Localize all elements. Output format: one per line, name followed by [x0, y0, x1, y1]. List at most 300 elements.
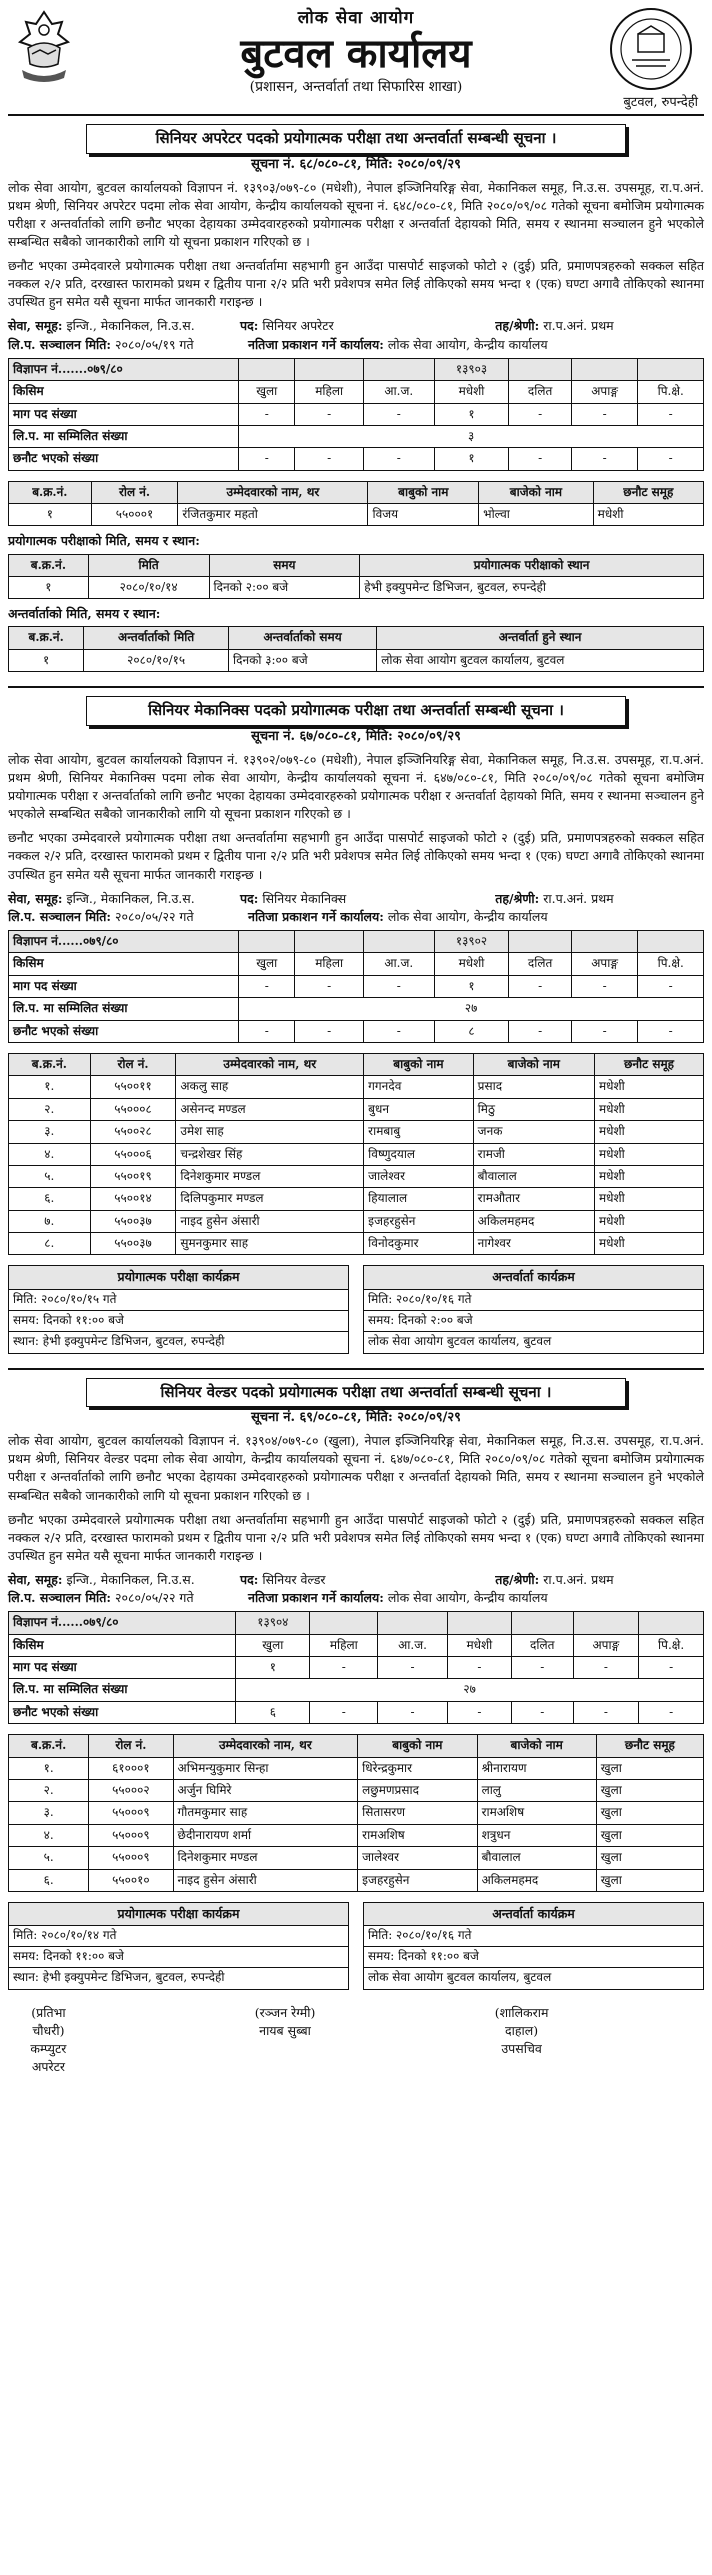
notice-paragraph: लोक सेवा आयोग, बुटवल कार्यालयको विज्ञापन नं. १३९०३/०७९-८० (मधेशी), नेपाल इञ्जिनियरिङ्ग सेवा, मेकानिकल समूह, नि.उ.स. उपसमूह, रा.प.अनं. प्रथम श्रेणी, सिनियर अपरेटर पदमा लोक सेवा आयोग, केन्द्रीय कार्यालयको सूचना नं. ६४८/०८०-८१, मिति २०८०/०९/०८ गतेको सूचना बमोजिम प्रयोगात्मक परीक्षा र अन्तर्वार्ताको लागि छनौट भएका देहायका उम्मेदवारहरुको प्रयोगात्मक परीक्षा र अन्तर्वार्ता देहायको मिति, समय र स्थानमा सञ्चालन हुने भएकोले सम्बन्धित सबैको जानकारीको लागि यो सूचना प्रकाशन गरिएको छ ।: [8, 179, 704, 249]
schedule-panels: [8, 1902, 704, 1990]
notice-senior-mechanics: [8, 696, 704, 1353]
cell: १: [9, 649, 84, 671]
vacancy-cols-row: [9, 1634, 704, 1656]
service-value: इन्जि., मेकानिकल, नि.उ.स.: [62, 318, 195, 334]
cell: उमेश साह: [176, 1121, 364, 1143]
vacancy-cell: [638, 358, 704, 380]
vacancy-cell: -: [239, 975, 295, 997]
vacancy-cell: -: [239, 448, 295, 470]
cell: प्रसाद: [473, 1076, 594, 1098]
cell: अकिलमहमद: [473, 1210, 594, 1232]
nepal-emblem-icon: [14, 8, 74, 86]
cell: विष्णुदयाल: [364, 1143, 474, 1165]
candidate-table: [8, 1053, 704, 1256]
cell: ५५००१४: [90, 1188, 176, 1210]
vacancy-cell: -: [509, 1020, 571, 1042]
column-header: छनौट समूह: [596, 1735, 703, 1757]
vacancy-table: [8, 358, 704, 471]
vacancy-cell: -: [509, 403, 571, 425]
cell: ५५०००८: [90, 1098, 176, 1120]
schedule-panels: [8, 1265, 704, 1353]
vacancy-cell: १: [434, 975, 509, 997]
post-label: पद:: [240, 1572, 259, 1588]
level-label: तह/श्रेणी:: [495, 890, 540, 906]
vacancy-cell: -: [571, 1020, 638, 1042]
candidate-table: [8, 481, 704, 527]
cell: ८.: [9, 1233, 91, 1255]
interview-label: अन्तर्वार्ताको मिति, समय र स्थान:: [8, 606, 161, 622]
vacancy-cols-row: [9, 381, 704, 403]
vacancy-cell: -: [364, 403, 434, 425]
panel-heading: प्रयोगात्मक परीक्षा कार्यक्रम: [9, 1266, 348, 1289]
vacancy-cell: १: [236, 1657, 310, 1679]
table-row: [9, 1165, 704, 1187]
instructions-paragraph: छनौट भएका उम्मेदवारले प्रयोगात्मक परीक्षा तथा अन्तर्वार्तामा सहभागी हुन आउँदा पासपोर्ट साइजको फोटो २ (दुई) प्रति, प्रमाणपत्रहरुको सक्कल सहित नक्कल २/२ प्रति, दरखास्त फारामको प्रथम र द्वितीय पाना २/२ प्रति भरी प्रवेशपत्र समेत लिई तोकिएको समय भन्दा १ (एक) घण्टा अगावै तोकिएको स्थानमा उपस्थित हुन समेत यसै सूचना मार्फत जानकारी गराइन्छ ।: [8, 258, 704, 310]
cell: ५५००३७: [90, 1233, 176, 1255]
cell: ५५०००१: [91, 504, 178, 526]
vacancy-cell: -: [571, 403, 638, 425]
vacancy-cell: २७: [239, 998, 704, 1020]
vacancy-cell: -: [638, 975, 704, 997]
vacancy-cell: माग पद संख्या: [9, 1657, 236, 1679]
vacancy-cell: १: [434, 403, 509, 425]
schedule-time: समय: दिनको ११:०० बजे: [9, 1947, 348, 1968]
vacancy-cell: -: [639, 1701, 704, 1723]
signatures: [8, 2004, 704, 2077]
vacancy-col: आ.ज.: [378, 1634, 448, 1656]
vacancy-cell: ६: [236, 1701, 310, 1723]
signature-block: [18, 2004, 221, 2077]
cell: ५५०००९: [89, 1847, 173, 1869]
cell: २०८०/१०/१४: [88, 576, 209, 598]
cell: मधेशी: [594, 1076, 703, 1098]
cell: ४.: [9, 1143, 91, 1165]
cell: लछुमणप्रसाद: [358, 1780, 477, 1802]
vacancy-cell: -: [509, 975, 571, 997]
notice-number: सूचना नं. ६७/०८०-८१, मिति: २०८०/०९/२९: [251, 729, 461, 745]
signatory-name: (शालिकराम दाहाल): [494, 2005, 549, 2039]
office-name: बुटवल कार्यालय: [240, 29, 472, 77]
table-row: [9, 1802, 704, 1824]
vacancy-cell: लि.प. मा सम्मिलित संख्या: [9, 998, 239, 1020]
signature-block: [491, 2004, 694, 2077]
table-row: [9, 1098, 704, 1120]
cell: दिनको २:०० बजे: [209, 576, 360, 598]
cell: बौवालाल: [477, 1847, 596, 1869]
interview-schedule-panel: [363, 1902, 704, 1990]
post-value: सिनियर अपरेटर: [258, 318, 334, 334]
vacancy-col: किसिम: [9, 381, 239, 403]
header-divider: [8, 114, 704, 116]
post-value: सिनियर मेकानिक्स: [258, 890, 347, 906]
written-count-row: [9, 998, 704, 1020]
service-label: सेवा, समूह:: [8, 1572, 63, 1588]
schedule-place: लोक सेवा आयोग बुटवल कार्यालय, बुटवल: [367, 1970, 552, 1985]
vacancy-col: पि.क्षे.: [638, 953, 704, 975]
column-header: उम्मेदवारको नाम, थर: [173, 1735, 358, 1757]
cell: विनोदकुमार: [364, 1233, 474, 1255]
vacancy-cell: ३: [239, 425, 704, 447]
practical-schedule-panel: [8, 1902, 349, 1990]
practical-schedule-panel: [8, 1265, 349, 1353]
candidate-table: [8, 1734, 704, 1892]
cell: ६.: [9, 1869, 89, 1891]
panel-heading: अन्तर्वार्ता कार्यक्रम: [364, 1266, 703, 1289]
vacancy-col: खुला: [239, 953, 295, 975]
vacancy-cell: [378, 1612, 448, 1634]
vacancy-col: पि.क्षे.: [638, 381, 704, 403]
cell: खुला: [596, 1824, 703, 1846]
vacancy-cell: छनौट भएको संख्या: [9, 1701, 236, 1723]
notice-title: सिनियर मेकानिक्स पदको प्रयोगात्मक परीक्षा तथा अन्तर्वार्ता सम्बन्धी सूचना ।: [86, 696, 626, 726]
cell: हेभी इक्युपमेन्ट डिभिजन, बुटवल, रुपन्देही: [360, 576, 704, 598]
vacancy-cell: [571, 930, 638, 952]
cell: १: [9, 504, 92, 526]
vacancy-col: किसिम: [9, 1634, 236, 1656]
level-label: तह/श्रेणी:: [495, 1572, 540, 1588]
vacancy-col: अपाङ्ग: [571, 381, 638, 403]
vacancy-cell: -: [511, 1701, 573, 1723]
ad-number: विज्ञापन नं......०७९/८०: [9, 1612, 236, 1634]
schedule-time: समय: दिनको ११:०० बजे: [9, 1311, 348, 1332]
vacancy-cell: [310, 1612, 378, 1634]
cell: मिठु: [473, 1098, 594, 1120]
column-header: मिति: [88, 554, 209, 576]
cell: मधेशी: [594, 1210, 703, 1232]
cell: सितासरण: [358, 1802, 477, 1824]
vacancy-cell: -: [310, 1657, 378, 1679]
vacancy-cell: [511, 1612, 573, 1634]
result-office-label: नतिजा प्रकाशन गर्ने कार्यालय:: [248, 908, 384, 924]
cell: गौतमकुमार साह: [173, 1802, 358, 1824]
notice-paragraph: लोक सेवा आयोग, बुटवल कार्यालयको विज्ञापन नं. १३९०४/०७९-८० (खुला), नेपाल इञ्जिनियरिङ्ग सेवा, मेकानिकल समूह, नि.उ.स. उपसमूह, रा.प.अनं. प्रथम श्रेणी, सिनियर वेल्डर पदमा लोक सेवा आयोग, केन्द्रीय कार्यालयको सूचना नं. ६४७/०८०-८१, मिति २०८०/०९/०८ गतेको सूचना बमोजिम प्रयोगात्मक परीक्षा र अन्तर्वार्ताको लागि छनौट भएका देहायका उम्मेदवारहरुको प्रयोगात्मक परीक्षा र अन्तर्वार्ता देहायको मिति, समय र स्थानमा सञ्चालन हुने भएकोले सम्बन्धित सबैको जानकारीको लागि यो सूचना प्रकाशन गरिएको छ ।: [8, 1433, 704, 1503]
psc-seal-icon: [608, 6, 694, 92]
written-date-value: २०८०/०५/२२ गते: [111, 1590, 194, 1606]
cell: रामअशिष: [477, 1802, 596, 1824]
cell: १.: [9, 1757, 89, 1779]
cell: मधेशी: [594, 1188, 703, 1210]
column-header: रोल नं.: [91, 481, 178, 503]
cell: जालेश्वर: [358, 1847, 477, 1869]
service-value: इन्जि., मेकानिकल, नि.उ.स.: [62, 890, 195, 906]
vacancy-cell: [447, 1612, 511, 1634]
vacancy-cols-row: [9, 953, 704, 975]
letterhead: [8, 0, 704, 112]
cell: रंजितकुमार महतो: [178, 504, 368, 526]
instructions-paragraph: छनौट भएका उम्मेदवारले प्रयोगात्मक परीक्षा तथा अन्तर्वार्तामा सहभागी हुन आउँदा पासपोर्ट साइजको फोटो २ (दुई) प्रति, प्रमाणपत्रहरुको सक्कल सहित नक्कल २/२ प्रति, दरखास्त फारामको प्रथम र द्वितीय पाना २/२ प्रति भरी प्रवेशपत्र समेत लिई तोकिएको समय भन्दा १ (एक) घण्टा अगावै तोकिएको स्थानमा उपस्थित हुन समेत यसै सूचना मार्फत जानकारी गराइन्छ ।: [8, 830, 704, 882]
table-row: [9, 1076, 704, 1098]
cell: जनक: [473, 1121, 594, 1143]
column-header: ब.क्र.नं.: [9, 554, 89, 576]
vacancy-cell: -: [638, 1020, 704, 1042]
column-header: बाबुको नाम: [364, 1053, 474, 1075]
result-office-value: लोक सेवा आयोग, केन्द्रीय कार्यालय: [383, 1590, 548, 1606]
cell: मधेशी: [594, 1143, 703, 1165]
column-header: बाजेको नाम: [473, 1053, 594, 1075]
table-row: [9, 649, 704, 671]
vacancy-cell: -: [295, 448, 364, 470]
vacancy-cell: -: [447, 1701, 511, 1723]
cell: दिनेशकुमार मण्डल: [176, 1165, 364, 1187]
vacancy-cell: [573, 1612, 639, 1634]
cell: २.: [9, 1098, 91, 1120]
vacancy-col: अपाङ्ग: [573, 1634, 639, 1656]
cell: अभिमन्युकुमार सिन्हा: [173, 1757, 358, 1779]
column-header: समय: [209, 554, 360, 576]
schedule-date: मिति: २०८०/१०/१५ गते: [9, 1290, 348, 1311]
column-header: अन्तर्वार्ता हुने स्थान: [377, 627, 704, 649]
signatory-role: नायब सुब्बा: [259, 2023, 311, 2039]
panel-heading: अन्तर्वार्ता कार्यक्रम: [364, 1903, 703, 1926]
cell: मधेशी: [594, 1121, 703, 1143]
result-office-label: नतिजा प्रकाशन गर्ने कार्यालय:: [248, 1590, 384, 1606]
cell: ५.: [9, 1847, 89, 1869]
vacancy-cell: -: [378, 1657, 448, 1679]
vacancy-cell: -: [571, 975, 638, 997]
vacancy-col: अपाङ्ग: [571, 953, 638, 975]
table-row: [9, 1824, 704, 1846]
cell: २.: [9, 1780, 89, 1802]
vacancy-cell: -: [364, 1020, 434, 1042]
cell: ३.: [9, 1802, 89, 1824]
vacancy-cell: [364, 358, 434, 380]
schedule-place: स्थान: हेभी इक्युपमेन्ट डिभिजन, बुटवल, रुपन्देही: [13, 1333, 225, 1348]
table-row: [9, 1188, 704, 1210]
cell: १: [9, 576, 89, 598]
cell: २०८०/१०/१५: [84, 649, 229, 671]
cell: खुला: [596, 1757, 703, 1779]
cell: ५.: [9, 1165, 91, 1187]
cell: हियालाल: [364, 1188, 474, 1210]
vacancy-cell: -: [239, 1020, 295, 1042]
vacancy-table: [8, 1611, 704, 1724]
vacancy-col: दलित: [511, 1634, 573, 1656]
cell: ५५०००६: [90, 1143, 176, 1165]
table-row: [9, 1121, 704, 1143]
notice-paragraph: लोक सेवा आयोग, बुटवल कार्यालयको विज्ञापन नं. १३९०२/०७९-८० (मधेशी), नेपाल इञ्जिनियरिङ्ग सेवा, मेकानिकल समूह, नि.उ.स. उपसमूह, रा.प.अनं. प्रथम श्रेणी, सिनियर मेकानिक्स पदमा लोक सेवा आयोग, केन्द्रीय कार्यालयको सूचना नं. ६४७/०८०-८१, मिति २०८०/०९/०८ गतेको सूचना बमोजिम प्रयोगात्मक परीक्षा र अन्तर्वार्ताको लागि छनौट भएका देहायका उम्मेदवारहरुको प्रयोगात्मक परीक्षा र अन्तर्वार्ता देहायको मिति, समय र स्थानमा सञ्चालन हुने भएकोले सम्बन्धित सबैको जानकारीको लागि यो सूचना प्रकाशन गरिएको छ ।: [8, 751, 704, 822]
table-row: [9, 1210, 704, 1232]
section-divider: [8, 686, 704, 688]
cell: दिनेशकुमार मण्डल: [173, 1847, 358, 1869]
column-header: अन्तर्वार्ताको मिति: [84, 627, 229, 649]
cell: ४.: [9, 1824, 89, 1846]
commission-name: लोक सेवा आयोग: [297, 8, 415, 28]
cell: दिलिपकुमार मण्डल: [176, 1188, 364, 1210]
written-date-label: लि.प. सञ्चालन मिति:: [8, 908, 112, 924]
vacancy-cell: -: [573, 1657, 639, 1679]
vacancy-col: महिला: [295, 953, 364, 975]
post-label: पद:: [240, 318, 259, 334]
posts-row: [9, 403, 704, 425]
cell: ५५०००२: [89, 1780, 173, 1802]
column-header: अन्तर्वार्ताको समय: [229, 627, 377, 649]
vacancy-cell: -: [447, 1657, 511, 1679]
candidate-head-row: [9, 481, 704, 503]
table-row: [9, 1143, 704, 1165]
schedule-time: समय: दिनको २:०० बजे: [364, 1311, 703, 1332]
notice-number: सूचना नं. ६९/०८०-८१, मिति: २०८०/०९/२९: [251, 1410, 461, 1426]
cell: जालेश्वर: [364, 1165, 474, 1187]
ad-number: विज्ञापन नं.......०७९/८०: [9, 358, 239, 380]
column-header: बाबुको नाम: [368, 481, 479, 503]
table-row: [9, 1757, 704, 1779]
vacancy-col: महिला: [295, 381, 364, 403]
vacancy-cell: -: [638, 448, 704, 470]
column-header: बाबुको नाम: [358, 1735, 477, 1757]
cell: ५५०००९: [89, 1824, 173, 1846]
cell: दिनको ३:०० बजे: [229, 649, 377, 671]
cell: रामजी: [473, 1143, 594, 1165]
cell: ६१०००१: [89, 1757, 173, 1779]
cell: विजय: [368, 504, 479, 526]
vacancy-col: पि.क्षे.: [639, 1634, 704, 1656]
vacancy-cell: १३९०२: [434, 930, 509, 952]
schedule-date: मिति: २०८०/१०/१६ गते: [364, 1926, 703, 1947]
schedule-date: मिति: २०८०/१०/१६ गते: [364, 1290, 703, 1311]
table-row: [9, 1780, 704, 1802]
cell: ५५००२८: [90, 1121, 176, 1143]
service-label: सेवा, समूह:: [8, 318, 63, 334]
vacancy-cell: ८: [434, 1020, 509, 1042]
schedule-place: लोक सेवा आयोग बुटवल कार्यालय, बुटवल: [367, 1333, 552, 1348]
column-header: ब.क्र.नं.: [9, 1053, 91, 1075]
vacancy-cell: [639, 1612, 704, 1634]
result-office-value: लोक सेवा आयोग, केन्द्रीय कार्यालय: [383, 908, 548, 924]
cell: ५५००११: [90, 1076, 176, 1098]
vacancy-col: खुला: [236, 1634, 310, 1656]
cell: अकलु साह: [176, 1076, 364, 1098]
cell: अर्जुन घिमिरे: [173, 1780, 358, 1802]
vacancy-cell: लि.प. मा सम्मिलित संख्या: [9, 425, 239, 447]
column-header: उम्मेदवारको नाम, थर: [178, 481, 368, 503]
cell: खुला: [596, 1847, 703, 1869]
vacancy-col: दलित: [509, 953, 571, 975]
cell: नाइद हुसेन अंसारी: [173, 1869, 358, 1891]
signatory-name: (रञ्जन रेग्मी): [254, 2005, 316, 2021]
vacancy-cell: [509, 358, 571, 380]
section-divider: [8, 1368, 704, 1370]
vacancy-cell: लि.प. मा सम्मिलित संख्या: [9, 1679, 236, 1701]
written-date-label: लि.प. सञ्चालन मिति:: [8, 336, 112, 352]
vacancy-cell: [295, 358, 364, 380]
interview-schedule-panel: [363, 1265, 704, 1353]
schedule-date: मिति: २०८०/१०/१४ गते: [9, 1926, 348, 1947]
service-value: इन्जि., मेकानिकल, नि.उ.स.: [62, 1572, 195, 1588]
schedule-time: समय: दिनको ११:०० बजे: [364, 1947, 703, 1968]
cell: ५५०००९: [89, 1802, 173, 1824]
posts-row: [9, 1657, 704, 1679]
post-label: पद:: [240, 890, 259, 906]
candidate-head-row: [9, 1735, 704, 1757]
table-row: [9, 1233, 704, 1255]
cell: धिरेन्द्रकुमार: [358, 1757, 477, 1779]
vacancy-col: दलित: [509, 381, 571, 403]
vacancy-cell: छनौट भएको संख्या: [9, 448, 239, 470]
exam-meta-2: [8, 908, 704, 926]
vacancy-col: मधेशी: [434, 953, 509, 975]
cell: खुला: [596, 1869, 703, 1891]
column-header: उम्मेदवारको नाम, थर: [176, 1053, 364, 1075]
table-row: [9, 576, 704, 598]
vacancy-cell: -: [295, 975, 364, 997]
vacancy-cell: -: [295, 403, 364, 425]
branch-name: (प्रशासन, अन्तर्वार्ता तथा सिफारिस शाखा): [249, 78, 463, 95]
cell: श्रीनारायण: [477, 1757, 596, 1779]
result-office-value: लोक सेवा आयोग, केन्द्रीय कार्यालय: [383, 336, 548, 352]
cell: बौवालाल: [473, 1165, 594, 1187]
table-row: [9, 1869, 704, 1891]
practical-label: प्रयोगात्मक परीक्षाको मिति, समय र स्थान:: [8, 533, 200, 549]
cell: ६.: [9, 1188, 91, 1210]
vacancy-cell: -: [364, 448, 434, 470]
cell: असेनन्द मण्डल: [176, 1098, 364, 1120]
written-date-value: २०८०/०५/२२ गते: [111, 908, 194, 924]
cell: रामबाबु: [364, 1121, 474, 1143]
written-date-value: २०८०/०५/१९ गते: [111, 336, 194, 352]
cell: रामअशिष: [358, 1824, 477, 1846]
vacancy-cell: माग पद संख्या: [9, 403, 239, 425]
cell: इजहरहुसेन: [358, 1869, 477, 1891]
posts-row: [9, 975, 704, 997]
written-count-row: [9, 1679, 704, 1701]
column-header: ब.क्र.नं.: [9, 481, 92, 503]
vacancy-head-row: [9, 358, 704, 380]
vacancy-cell: १३९०३: [434, 358, 509, 380]
column-header: छनौट समूह: [593, 481, 703, 503]
cell: गगनदेव: [364, 1076, 474, 1098]
service-label: सेवा, समूह:: [8, 890, 63, 906]
vacancy-cell: १३९०४: [236, 1612, 310, 1634]
column-header: रोल नं.: [90, 1053, 176, 1075]
cell: बुधन: [364, 1098, 474, 1120]
cell: ५५००१०: [89, 1869, 173, 1891]
vacancy-cell: -: [509, 448, 571, 470]
notice-number: सूचना नं. ६८/०८०-८१, मिति: २०८०/०९/२९: [251, 156, 461, 172]
cell: ५५००३७: [90, 1210, 176, 1232]
cell: मधेशी: [594, 1098, 703, 1120]
vacancy-cell: -: [310, 1701, 378, 1723]
level-value: रा.प.अनं. प्रथम: [539, 318, 614, 334]
instructions-paragraph: छनौट भएका उम्मेदवारले प्रयोगात्मक परीक्षा तथा अन्तर्वार्तामा सहभागी हुन आउँदा पासपोर्ट साइजको फोटो २ (दुई) प्रति, प्रमाणपत्रहरुको सक्कल सहित नक्कल २/२ प्रति, दरखास्त फारामको प्रथम र द्वितीय पाना २/२ प्रति भरी प्रवेशपत्र समेत लिई तोकिएको समय भन्दा १ (एक) घण्टा अगावै तोकिएको स्थानमा उपस्थित हुन समेत यसै सूचना मार्फत जानकारी गराइन्छ ।: [8, 1511, 704, 1563]
candidate-head-row: [9, 1053, 704, 1075]
vacancy-table: [8, 930, 704, 1043]
cell: रामऔतार: [473, 1188, 594, 1210]
cell: ५५००१९: [90, 1165, 176, 1187]
post-value: सिनियर वेल्डर: [258, 1572, 326, 1588]
vacancy-cell: [239, 358, 295, 380]
vacancy-cell: -: [511, 1657, 573, 1679]
cell: सुमनकुमार साह: [176, 1233, 364, 1255]
vacancy-cell: [571, 358, 638, 380]
vacancy-cell: -: [639, 1657, 704, 1679]
vacancy-col: मधेशी: [447, 1634, 511, 1656]
signatory-role: कम्प्युटर अपरेटर: [30, 2041, 67, 2075]
cell: १.: [9, 1076, 91, 1098]
vacancy-cell: -: [571, 448, 638, 470]
selected-count-row: [9, 1020, 704, 1042]
cell: छेदीनारायण शर्मा: [173, 1824, 358, 1846]
column-header: ब.क्र.नं.: [9, 627, 84, 649]
column-header: रोल नं.: [89, 1735, 173, 1757]
vacancy-cell: [295, 930, 364, 952]
vacancy-col: महिला: [310, 1634, 378, 1656]
vacancy-head-row: [9, 1612, 704, 1634]
practical-table: [8, 554, 704, 600]
written-count-row: [9, 425, 704, 447]
vacancy-cell: माग पद संख्या: [9, 975, 239, 997]
cell: लोक सेवा आयोग बुटवल कार्यालय, बुटवल: [377, 649, 704, 671]
cell: मधेशी: [593, 504, 703, 526]
